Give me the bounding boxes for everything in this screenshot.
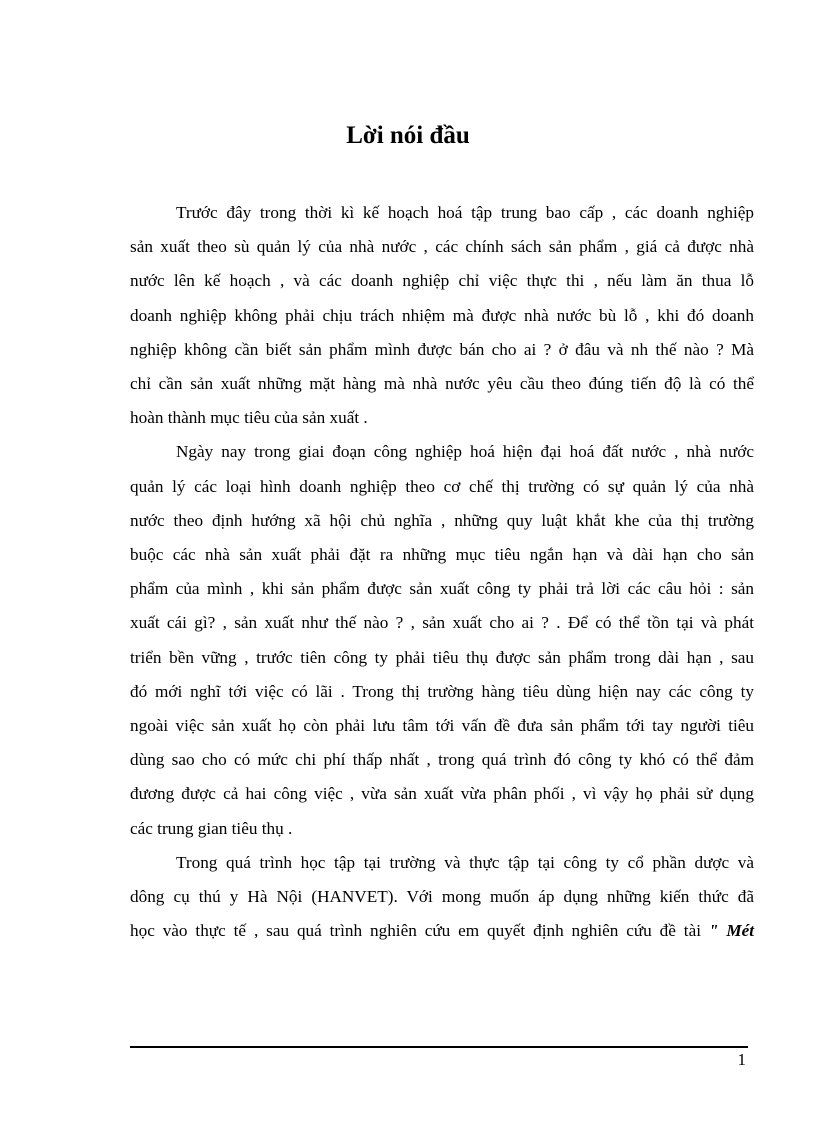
paragraph-2 [130, 435, 754, 845]
paragraph-line: các trung gian tiêu thụ . [130, 818, 293, 838]
paragraph-line-text: học vào thực tế , sau quá trình nghiên cứu em quyết định nghiên cứu đề tài [130, 921, 709, 941]
paragraph-line: buộc các nhà sản xuất phải đặt ra những mục tiêu ngắn hạn và dài hạn cho sản [130, 545, 754, 565]
paragraph-line: nước theo định hướng xã hội chủ nghĩa , những quy luật khắt khe của thị trường [130, 510, 754, 530]
paragraph-line: hoàn thành mục tiêu của sản xuất . [130, 408, 368, 428]
page-number: 1 [737, 1050, 746, 1069]
paragraph-line: nước lên kế hoạch , và các doanh nghiệp chỉ việc thực thi , nếu làm ăn thua lỗ [130, 271, 754, 291]
paragraph-line: sản xuất theo sù quản lý của nhà nước , các chính sách sản phẩm , giá cả được nhà [130, 237, 754, 257]
paragraph-line: xuất cái gì? , sản xuất như thế nào ? , sản xuất cho ai ? . Để có thể tồn tại và phát [130, 613, 754, 633]
paragraph-line: chỉ cần sản xuất những mặt hàng mà nhà nước yêu cầu theo đúng tiến độ là có thể [130, 374, 754, 394]
paragraph-line: phẩm của mình , khi sản phẩm được sản xuất công ty phải trả lời các câu hỏi : sản [130, 579, 754, 599]
paragraph-line: dùng sao cho có mức chi phí thấp nhất , trong quá trình đó công ty khó có thể đảm [130, 750, 754, 770]
paragraph-line: doanh nghiệp không phải chịu trách nhiệm mà được nhà nước bù lỗ , khi đó doanh [130, 305, 754, 325]
footer-divider [130, 1046, 748, 1048]
paragraph-1 [130, 196, 754, 435]
paragraph-line: đó mới nghĩ tới việc có lãi . Trong thị trường hàng tiêu dùng hiện nay các công ty [130, 681, 754, 701]
paragraph-line: triển bền vững , trước tiên công ty phải tiêu thụ được sản phẩm trong dài hạn , sau [130, 647, 754, 667]
paragraph-3 [130, 846, 754, 949]
paragraph-line: quản lý các loại hình doanh nghiệp theo cơ chế thị trường có sự quản lý của nhà [130, 476, 754, 496]
paragraph-line-with-emphasis [130, 914, 754, 948]
paragraph-line: Trong quá trình học tập tại trường và thực tập tại công ty cổ phần dược và [176, 852, 754, 872]
body-text [130, 196, 754, 948]
paragraph-line: nghiệp không cần biết sản phẩm mình được bán cho ai ? ở đâu và nh thế nào ? Mà [130, 339, 754, 359]
emphasized-topic-start: " Mét [708, 921, 755, 941]
paragraph-line: ngoài việc sản xuất họ còn phải lưu tâm tới vấn đề đưa sản phẩm tới tay người tiêu [130, 716, 754, 736]
paragraph-line: dông cụ thú y Hà Nội (HANVET). Với mong muốn áp dụng những kiến thức đã [130, 887, 754, 907]
paragraph-line: Ngày nay trong giai đoạn công nghiệp hoá hiện đại hoá đất nước , nhà nước [176, 442, 754, 462]
paragraph-line: đương được cả hai công việc , vừa sản xuất vừa phân phối , vì vậy họ phải sử dụng [130, 784, 754, 804]
paragraph-line: Trước đây trong thời kì kế hoạch hoá tập trung bao cấp , các doanh nghiệp [176, 203, 754, 222]
page-title: Lời nói đầu [346, 122, 470, 149]
